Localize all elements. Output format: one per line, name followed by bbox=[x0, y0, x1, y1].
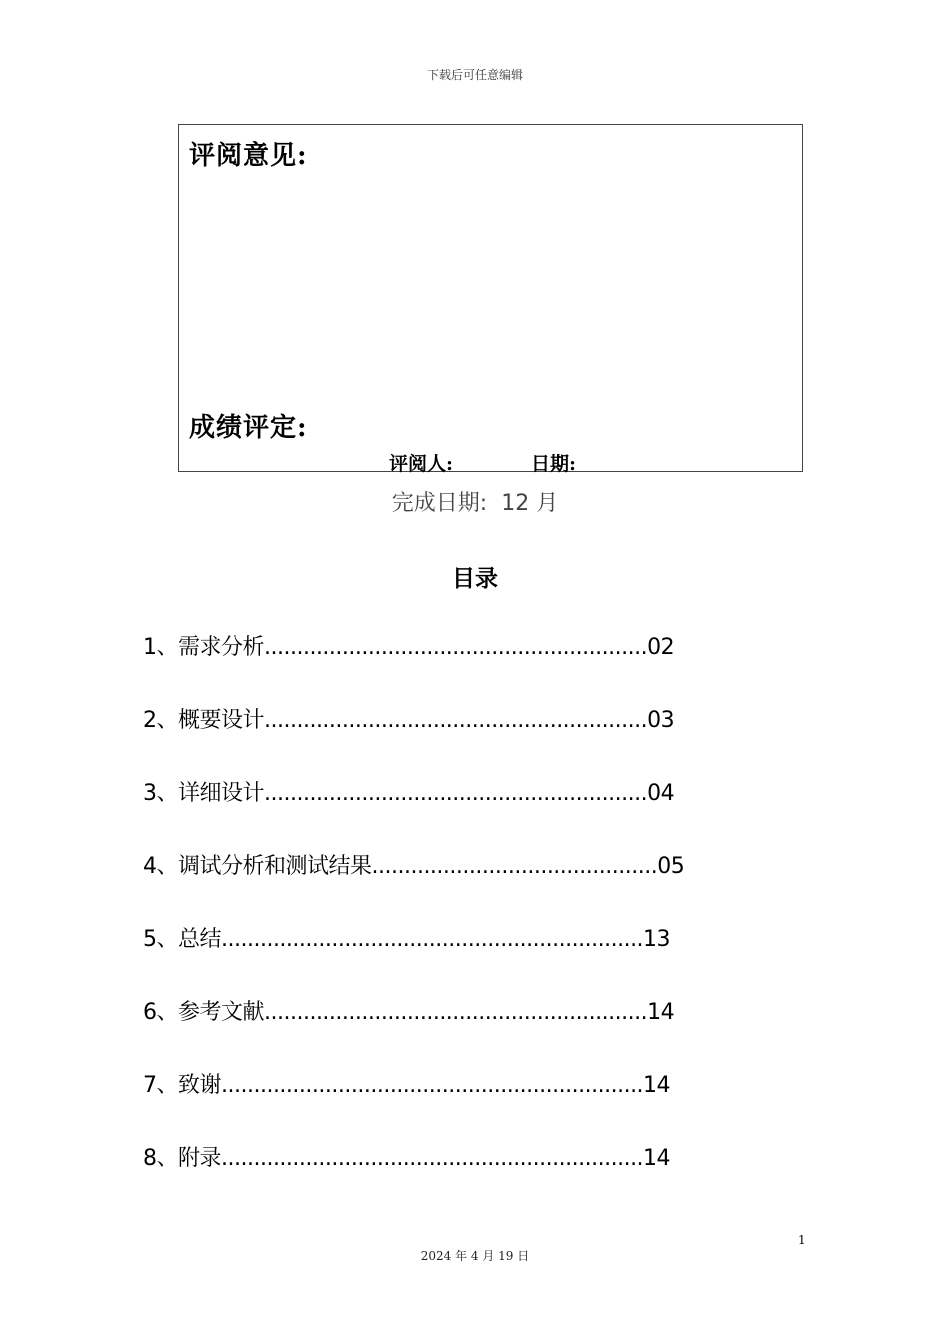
toc-item: 3、详细设计...........................................................04 bbox=[143, 781, 675, 806]
reviewer-row bbox=[389, 449, 576, 476]
review-date-label: 日期: bbox=[531, 453, 577, 475]
completion-date-value: 12 月 bbox=[501, 491, 559, 516]
review-comments-label: 评阅意见: bbox=[189, 141, 308, 171]
review-box bbox=[178, 124, 803, 475]
toc-item: 4、调试分析和测试结果............................................05 bbox=[143, 854, 685, 879]
footer-date: 2024 年 4 月 19 日 bbox=[420, 1249, 530, 1263]
header-note: 下载后可任意编辑 bbox=[426, 68, 523, 82]
completion-date-label: 完成日期: bbox=[391, 491, 488, 516]
toc-item: 7、致谢.................................................................14 bbox=[143, 1073, 671, 1098]
toc-item: 8、附录.................................................................14 bbox=[143, 1146, 671, 1171]
table-of-contents bbox=[143, 630, 684, 1214]
toc-title: 目录 bbox=[452, 566, 498, 592]
toc-item: 6、参考文献...........................................................14 bbox=[143, 1000, 675, 1025]
reviewer-label: 评阅人: bbox=[389, 453, 454, 475]
toc-item: 5、总结.................................................................13 bbox=[143, 927, 671, 952]
grade-label: 成绩评定: bbox=[189, 413, 308, 443]
completion-date bbox=[0, 486, 950, 517]
toc-item: 1、需求分析...........................................................02 bbox=[143, 635, 675, 660]
page-number: 1 bbox=[798, 1233, 806, 1247]
toc-item: 2、概要设计...........................................................03 bbox=[143, 708, 675, 733]
